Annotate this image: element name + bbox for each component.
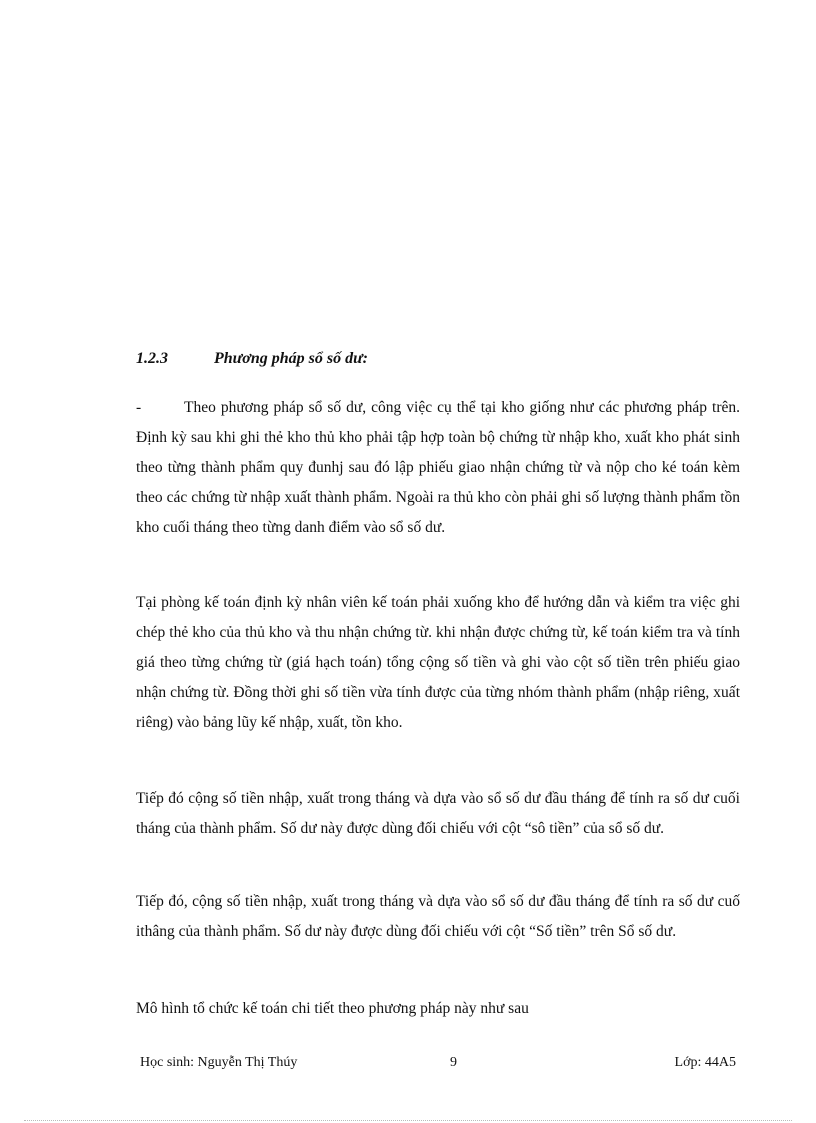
bullet-dash: - <box>136 399 142 416</box>
paragraph-3: Tiếp đó cộng số tiền nhập, xuất trong tháng và dựa vào sổ số dư đầu tháng để tính ra số dư cuối tháng của thành phẩm. Số dư này được dùng đối chiếu với cột “sô tiền” của sổ số dư. <box>136 790 740 837</box>
paragraph-1-text: Theo phương pháp sổ số dư, công việc cụ thể tại kho giống như các phương pháp trên. Định kỳ sau khi ghi thẻ kho thủ kho phải tập hợp toàn bộ chứng từ nhập kho, xuất kho phát sinh theo từng thành phẩm quy đunhj sau đó lập phiếu giao nhận chứng từ và nộp cho ké toán kèm theo các chứng từ nhập xuất thành phẩm. Ngoài ra thủ kho còn phải ghi số lượng thành phẩm tồn kho cuối tháng theo từng danh điểm vào sổ số dư. <box>136 399 740 536</box>
section-heading <box>136 350 368 368</box>
page-footer <box>140 1055 736 1077</box>
paragraph-1 <box>136 393 740 543</box>
section-number: 1.2.3 <box>136 350 168 367</box>
footer-page-number: 9 <box>450 1055 457 1070</box>
footer-student: Học sinh: Nguyễn Thị Thúy <box>140 1055 298 1070</box>
paragraph-2: Tại phòng kế toán định kỳ nhân viên kế toán phải xuống kho để hướng dẫn và kiểm tra việc ghi chép thẻ kho của thủ kho và thu nhận chứng từ. khi nhận được chứng từ, kế toán kiểm tra và tính giá theo từng chứng từ (giá hạch toán) tổng cộng số tiền và ghi vào cột số tiền trên phiếu giao nhận chứng từ. Đồng thời ghi số tiền vừa tính được của từng nhóm thành phẩm (nhập riêng, xuất riêng) vào bảng lũy kế nhập, xuất, tồn kho. <box>136 594 740 731</box>
footer-class: Lớp: 44A5 <box>674 1055 736 1070</box>
section-title: Phương pháp sổ số dư: <box>214 350 369 367</box>
paragraph-5: Mô hình tổ chức kế toán chi tiết theo phương pháp này như sau <box>136 1000 529 1017</box>
bottom-divider <box>24 1120 792 1121</box>
paragraph-4: Tiếp đó, cộng số tiền nhập, xuất trong tháng và dựa vào sổ số dư đầu tháng để tính ra số dư cuố ithâng của thành phẩm. Số dư này được dùng đối chiếu với cột “Số tiền” trên Sổ số dư. <box>136 893 740 940</box>
